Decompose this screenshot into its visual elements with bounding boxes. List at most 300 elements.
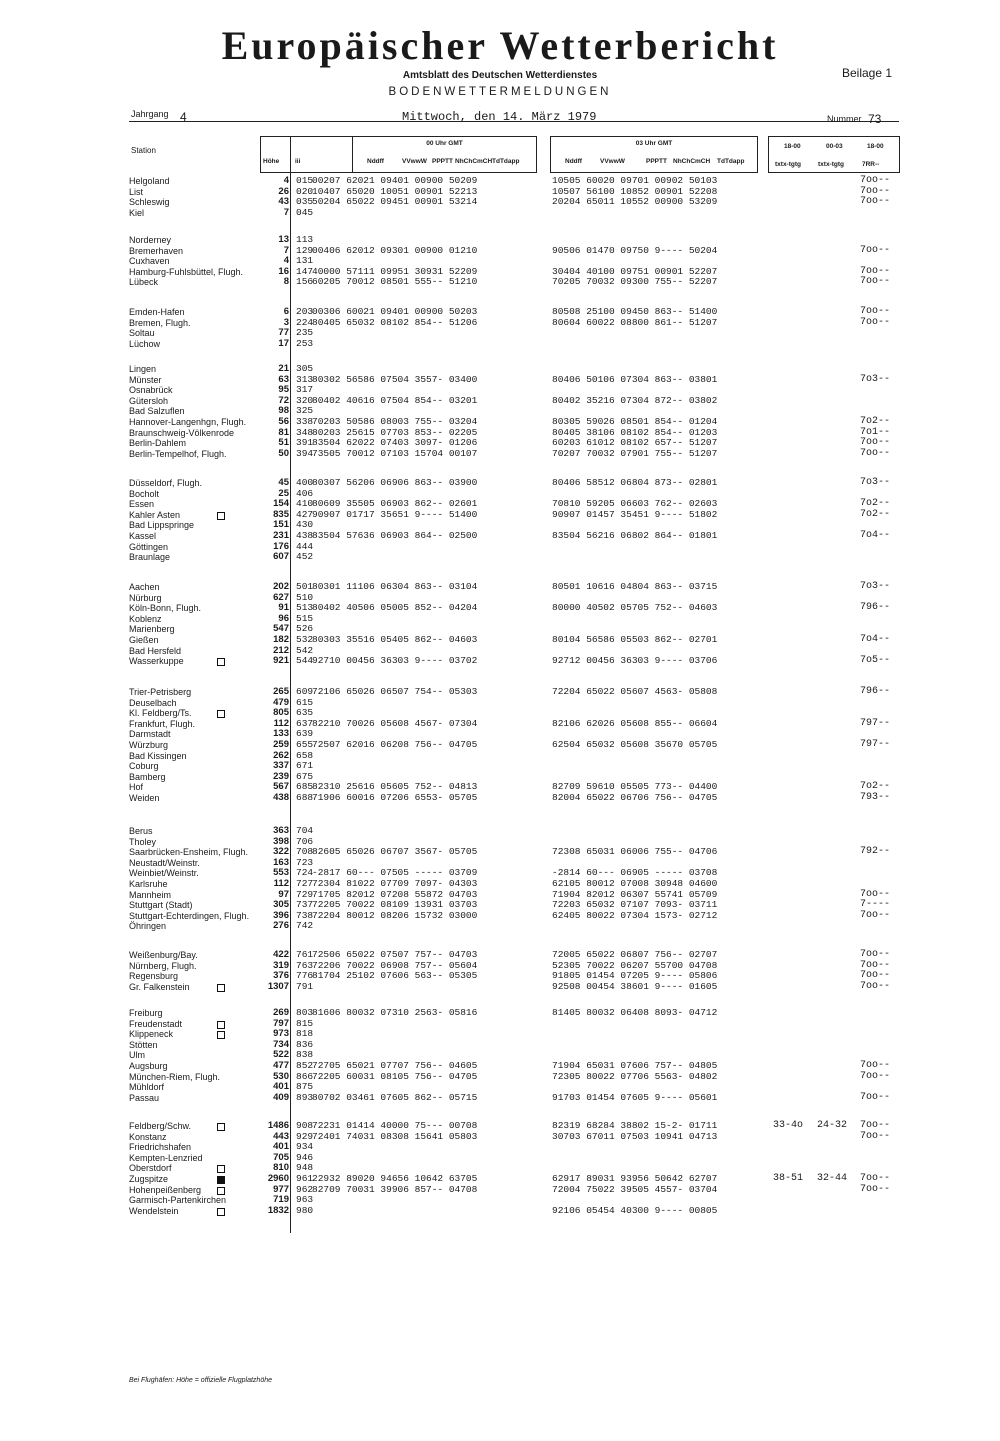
station-label: Braunschweig-Völkenrode	[129, 427, 235, 438]
station-name	[129, 478, 279, 489]
station-label: Schleswig	[129, 197, 170, 208]
station-iii: 129	[296, 244, 314, 256]
group-03utc: 62405 80022 07304 1573- 02712	[552, 909, 718, 921]
range-00-03: 24-32	[817, 1120, 848, 1131]
station-name	[129, 1050, 279, 1061]
station-name	[129, 603, 279, 614]
station-height: 805	[273, 707, 289, 719]
mountain-station-icon	[217, 1208, 225, 1216]
station-label: Hannover-Langenhgn, Flugh.	[129, 417, 247, 427]
remark-7rr: 7oo--	[860, 970, 891, 982]
group-03utc: 80406 50106 07304 863-- 03801	[552, 373, 718, 385]
group-03utc: 72305 80022 07706 5563- 04802	[552, 1070, 718, 1082]
station-label: Cuxhaven	[129, 256, 170, 267]
station-iii: 609	[296, 686, 314, 697]
height-rule	[290, 173, 291, 1233]
mountain-station-icon	[217, 512, 225, 520]
station-label: Friedrichshafen	[129, 1142, 192, 1153]
range-18-00: 38-51	[773, 1173, 804, 1184]
station-height: 13	[278, 234, 289, 245]
station-label: Garmisch-Partenkirchen	[129, 1195, 227, 1206]
group-03utc: 90506 01470 09750 9---- 50204	[552, 244, 718, 256]
station-height: 1832	[267, 1204, 289, 1216]
station-height: 182	[273, 634, 289, 645]
group-00utc: 50204 65022 09451 00901 53214	[312, 196, 478, 208]
station-iii: 738	[296, 909, 314, 921]
station-height: 6	[283, 306, 289, 317]
mountain-station-icon	[217, 1123, 225, 1131]
station-height: 734	[273, 1038, 289, 1050]
remark-7rr: 7oo--	[860, 1173, 891, 1184]
station-iii: 685	[296, 781, 314, 793]
station-label: Trier-Petrisberg	[129, 687, 192, 697]
col-r1: 18-00	[784, 143, 801, 150]
time1-label: 00 Uhr GMT	[426, 140, 463, 147]
remark-7rr: 7oo--	[860, 447, 891, 459]
group-00utc: 82210 70026 05608 4567- 07304	[312, 717, 478, 729]
station-label: Essen	[129, 499, 155, 510]
station-name	[129, 751, 279, 762]
remark-7rr: 7oo--	[860, 1130, 891, 1142]
station-name	[129, 449, 279, 460]
station-name	[129, 761, 279, 772]
group-00utc: 80702 03461 07605 862-- 05715	[312, 1091, 478, 1103]
station-label: Feldberg/Schw.	[129, 1121, 192, 1131]
group-03utc: 30703 67011 07503 10941 04713	[552, 1130, 718, 1142]
beilage-label: Beilage 1	[842, 66, 893, 80]
station-label: Regensburg	[129, 971, 179, 982]
station-height: 56	[278, 416, 289, 427]
group-00utc: 72206 70022 06908 757-- 05604	[312, 959, 478, 971]
station-name	[129, 656, 279, 667]
remark-7rr: 7o4--	[860, 530, 891, 541]
station-iii: 526	[296, 623, 314, 635]
group-03utc: 70810 59205 06603 762-- 02603	[552, 498, 718, 510]
station-label: Berlin-Dahlem	[129, 438, 187, 449]
station-label: Bamberg	[129, 771, 166, 782]
station-height: 96	[278, 612, 289, 624]
station-height: 567	[273, 781, 289, 793]
group-00utc: 83504 62022 07403 3097- 01206	[312, 437, 478, 449]
station-label: Frankfurt, Flugh.	[129, 718, 196, 729]
station-iii: 020	[296, 185, 314, 197]
remark-7rr: 7oo--	[860, 959, 891, 971]
station-name	[129, 1142, 279, 1153]
group-03utc: 80406 58512 06804 873-- 02801	[552, 477, 718, 488]
station-iii: 688	[296, 792, 314, 803]
station-label: Düsseldorf, Flugh.	[129, 478, 203, 488]
station-height: 835	[273, 508, 289, 520]
station-iii: 313	[296, 373, 314, 385]
station-height: 43	[278, 196, 289, 208]
station-height: 322	[273, 846, 289, 858]
mountain-station-icon	[217, 984, 225, 992]
col-pppptt-1: PPPTT	[432, 158, 453, 165]
station-label: Kahler Asten	[129, 509, 181, 520]
station-iii: 317	[296, 384, 314, 396]
station-height: 921	[273, 655, 289, 667]
group-00utc: 72106 65026 06507 754-- 05303	[312, 686, 478, 697]
station-height: 305	[273, 899, 289, 911]
col-r3b: 7RR--	[862, 161, 880, 168]
station-iii: 818	[296, 1028, 314, 1040]
station-label: Passau	[129, 1092, 160, 1103]
station-iii: 776	[296, 970, 314, 982]
group-00utc: 72304 81022 07709 7097- 04303	[312, 878, 478, 889]
group-03utc: 80402 35216 07304 872-- 03802	[552, 394, 718, 406]
station-name	[129, 339, 279, 350]
station-name	[129, 1019, 279, 1030]
group-00utc: 73505 70012 07103 15704 00107	[312, 447, 478, 459]
station-height: 25	[278, 487, 289, 499]
remark-7rr: 797--	[860, 739, 891, 750]
station-height: 3	[283, 316, 289, 328]
remark-7rr: 7o3--	[860, 373, 891, 385]
station-iii: 156	[296, 276, 314, 288]
station-name	[129, 1206, 279, 1217]
station-label: Stuttgart (Stadt)	[129, 900, 193, 911]
station-name	[129, 911, 279, 922]
station-name	[129, 847, 279, 858]
group-03utc: 91703 01454 07605 9---- 05601	[552, 1091, 718, 1103]
station-name	[129, 542, 279, 553]
station-name	[129, 782, 279, 793]
remark-7rr: 793--	[860, 792, 891, 803]
remark-7rr: 7o1--	[860, 426, 891, 438]
station-iii: 513	[296, 602, 314, 614]
group-03utc: 82709 59610 05505 773-- 04400	[552, 781, 718, 793]
group-00utc: 10407 65020 10051 00901 52213	[312, 185, 478, 197]
station-iii: 515	[296, 612, 314, 624]
group-00utc: 72705 65021 07707 756-- 04605	[312, 1060, 478, 1071]
station-name	[129, 256, 279, 267]
station-iii: 836	[296, 1038, 314, 1050]
station-name	[129, 879, 279, 890]
station-label: List	[129, 186, 144, 197]
station-name	[129, 868, 279, 879]
station-name	[129, 708, 279, 719]
station-height: 479	[273, 696, 289, 708]
remark-7rr: 7oo--	[860, 1120, 891, 1131]
group-03utc: -2814 60--- 06905 ----- 03708	[552, 867, 718, 879]
station-label: Coburg	[129, 761, 159, 772]
station-label: Nürburg	[129, 592, 162, 603]
station-height: 276	[273, 920, 289, 932]
remark-7rr: 7o2--	[860, 781, 891, 793]
col-hoehe-box	[260, 136, 291, 173]
station-name	[129, 417, 279, 428]
station-label: Münster	[129, 374, 162, 385]
station-height: 1307	[267, 980, 289, 992]
station-height: 17	[278, 337, 289, 349]
group-00utc: 60205 70012 08501 555-- 51210	[312, 276, 478, 288]
station-name	[129, 837, 279, 848]
station-iii: 737	[296, 899, 314, 911]
station-name	[129, 187, 279, 198]
station-label: Bad Salzuflen	[129, 406, 185, 417]
station-iii: 305	[296, 363, 314, 374]
col-vvwww-1: VVwwW	[402, 158, 427, 165]
station-height: 26	[278, 185, 289, 197]
group-03utc: 30404 40100 09751 00901 52207	[552, 265, 718, 277]
group-03utc: 92106 05454 40300 9---- 00805	[552, 1204, 718, 1216]
station-height: 705	[273, 1151, 289, 1163]
station-label: Freudenstadt	[129, 1018, 183, 1029]
col-nh-1: NhChCmCH	[455, 158, 493, 165]
station-iii: 791	[296, 980, 314, 992]
station-label: Mannheim	[129, 889, 172, 900]
group-03utc: 80104 56586 05503 862-- 02701	[552, 634, 718, 645]
col-nh-2: NhChCmCH	[673, 158, 711, 165]
remark-7rr: 7oo--	[860, 437, 891, 449]
station-iii: 815	[296, 1017, 314, 1029]
station-iii: 203	[296, 306, 314, 317]
station-height: 212	[273, 644, 289, 656]
group-03utc: 62504 65032 05608 35670 05705	[552, 739, 718, 750]
group-00utc: 22932 89020 94656 10642 63705	[312, 1173, 478, 1184]
group-03utc: 10505 60020 09701 00902 50103	[552, 175, 718, 186]
remark-7rr: 7oo--	[860, 265, 891, 277]
station-height: 627	[273, 591, 289, 603]
group-03utc: 10507 56100 10852 00901 52208	[552, 185, 718, 197]
station-label: Bad Kissingen	[129, 750, 187, 761]
station-iii: 948	[296, 1162, 314, 1174]
station-iii: 391	[296, 437, 314, 449]
group-03utc: 60203 61012 08102 657-- 51207	[552, 437, 718, 449]
station-name	[129, 385, 279, 396]
station-iii: 510	[296, 591, 314, 603]
station-name	[129, 438, 279, 449]
col-nddff-1: Nddff	[367, 158, 384, 165]
station-iii: 637	[296, 717, 314, 729]
station-name	[129, 740, 279, 751]
station-height: 72	[278, 394, 289, 406]
station-iii: 544	[296, 655, 314, 667]
station-name	[129, 1195, 279, 1206]
station-label: Braunlage	[129, 552, 171, 563]
station-label: Berus	[129, 826, 153, 836]
station-label: Kiel	[129, 207, 145, 218]
group-00utc: 82709 70031 39906 857-- 04708	[312, 1183, 478, 1195]
station-label: Bremerhaven	[129, 245, 184, 256]
remark-7rr: 7----	[860, 899, 891, 911]
group-00utc: 72205 60031 08105 756-- 04705	[312, 1070, 478, 1082]
station-name	[129, 646, 279, 657]
station-label: Bad Lippspringe	[129, 520, 195, 531]
group-00utc: 00406 62012 09301 00900 01210	[312, 244, 478, 256]
station-height: 21	[278, 363, 289, 374]
station-label: Gießen	[129, 635, 159, 645]
station-height: 77	[278, 327, 289, 339]
station-iii: 706	[296, 835, 314, 847]
station-label: Göttingen	[129, 541, 169, 552]
station-label: Saarbrücken-Ensheim, Flugh.	[129, 847, 249, 858]
station-label: Stuttgart-Echterdingen, Flugh.	[129, 910, 250, 921]
station-iii: 015	[296, 175, 314, 186]
station-label: Stötten	[129, 1039, 158, 1050]
station-iii: 348	[296, 426, 314, 438]
group-00utc: 00207 62021 09401 00900 50209	[312, 175, 478, 186]
remark-7rr: 7o3--	[860, 581, 891, 592]
group-03utc: 72204 65022 05607 4563- 05808	[552, 686, 718, 697]
station-label: Marienberg	[129, 624, 175, 635]
station-label: Koblenz	[129, 613, 162, 624]
group-00utc: 92710 00456 36303 9---- 03702	[312, 655, 478, 667]
station-height: 262	[273, 749, 289, 761]
station-label: Wendelstein	[129, 1205, 179, 1216]
nummer-value: 73	[868, 112, 882, 126]
station-height: 376	[273, 970, 289, 982]
station-label: Emden-Hafen	[129, 307, 185, 317]
station-label: Gütersloh	[129, 395, 169, 406]
station-name	[129, 520, 279, 531]
group-00utc: 72231 01414 40000 75--- 00708	[312, 1120, 478, 1131]
group-03utc: 70207 70032 07901 755-- 51207	[552, 447, 718, 459]
station-name	[129, 1093, 279, 1104]
remark-7rr: 7oo--	[860, 1183, 891, 1195]
section-title: BODENWETTERMELDUNGEN	[388, 86, 612, 98]
station-name	[129, 1185, 279, 1196]
station-label: Hof	[129, 782, 144, 793]
nummer-label: Nummer	[827, 114, 862, 124]
station-iii: 671	[296, 760, 314, 772]
station-label: Augsburg	[129, 1061, 168, 1071]
mountain-station-icon	[217, 658, 225, 666]
mountain-station-icon	[217, 1031, 225, 1039]
station-label: Konstanz	[129, 1131, 167, 1142]
station-height: 337	[273, 760, 289, 772]
station-iii: 963	[296, 1194, 314, 1206]
station-iii: 253	[296, 337, 314, 349]
group-03utc: 82004 65022 06706 756-- 04705	[552, 792, 718, 803]
group-03utc: 72004 75022 39505 4557- 03704	[552, 1183, 718, 1195]
group-03utc: 52305 70022 06207 55700 04708	[552, 959, 718, 971]
group-03utc: 90907 01457 35451 9---- 51802	[552, 508, 718, 520]
remark-7rr: 797--	[860, 717, 891, 729]
station-label: Lüchow	[129, 338, 161, 349]
station-label: Karlsruhe	[129, 879, 168, 889]
station-iii: 542	[296, 644, 314, 656]
group-00utc: 80609 35505 06903 862-- 02601	[312, 498, 478, 510]
remark-7rr: 7oo--	[860, 196, 891, 208]
station-height: 7	[283, 206, 289, 218]
station-iii: 761	[296, 949, 314, 960]
station-iii: 742	[296, 920, 314, 932]
station-iii: 980	[296, 1204, 314, 1216]
station-height: 51	[278, 437, 289, 449]
station-name	[129, 552, 279, 563]
group-03utc: 81405 80032 06408 8093- 04712	[552, 1007, 718, 1018]
group-03utc: 80000 40502 05705 752-- 04603	[552, 602, 718, 614]
station-iii: 532	[296, 634, 314, 645]
station-height: 522	[273, 1049, 289, 1061]
group-03utc: 72203 65032 07107 7093- 03711	[552, 899, 718, 911]
col-vvwww-2: VVwwW	[600, 158, 625, 165]
group-03utc: 92712 00456 36303 9---- 03706	[552, 655, 718, 667]
station-iii: 729	[296, 888, 314, 900]
station-height: 810	[273, 1162, 289, 1174]
station-name	[129, 428, 279, 439]
station-label: Wasserkuppe	[129, 656, 184, 667]
station-iii: 946	[296, 1151, 314, 1163]
station-iii: 338	[296, 416, 314, 427]
station-name	[129, 267, 279, 278]
station-iii: 394	[296, 447, 314, 459]
remark-7rr: 7o2--	[860, 498, 891, 510]
group-03utc: 92508 00454 38601 9---- 01605	[552, 980, 718, 992]
station-name	[129, 1061, 279, 1072]
station-iii: 675	[296, 770, 314, 782]
station-label: Neustadt/Weinstr.	[129, 857, 200, 868]
remark-7rr: 7oo--	[860, 980, 891, 992]
station-label: Kl. Feldberg/Ts.	[129, 708, 192, 719]
group-00utc: 72507 62016 06208 756-- 04705	[312, 739, 478, 750]
station-name	[129, 772, 279, 783]
station-height: 163	[273, 856, 289, 868]
station-label: Ulm	[129, 1050, 145, 1061]
station-iii: 655	[296, 739, 314, 750]
station-iii: 235	[296, 327, 314, 339]
station-iii: 704	[296, 825, 314, 836]
station-iii: 430	[296, 519, 314, 531]
station-height: 8	[283, 276, 289, 288]
station-iii: 452	[296, 551, 314, 563]
col-r1b: txtx-tgtg	[775, 161, 801, 168]
group-03utc: 82319 68284 38802 15-2- 01711	[552, 1120, 718, 1131]
station-iii: 929	[296, 1130, 314, 1142]
station-label: Lingen	[129, 364, 157, 374]
remark-7rr: 7oo--	[860, 888, 891, 900]
remark-7rr: 7o5--	[860, 655, 891, 667]
remark-7rr: 7o2--	[860, 416, 891, 427]
remark-7rr: 7oo--	[860, 175, 891, 186]
station-height: 259	[273, 739, 289, 750]
station-iii: 045	[296, 206, 314, 218]
group-00utc: 83504 57636 06903 864-- 02500	[312, 530, 478, 541]
station-height: 154	[273, 498, 289, 510]
station-height: 151	[273, 519, 289, 531]
station-label: Weiden	[129, 793, 160, 803]
station-name	[129, 499, 279, 510]
station-iii: 658	[296, 749, 314, 761]
group-03utc: 80508 25100 09450 863-- 51400	[552, 306, 718, 317]
group-00utc: 80402 40616 07504 854-- 03201	[312, 394, 478, 406]
group-00utc: 80303 35516 05405 862-- 04603	[312, 634, 478, 645]
jahrgang-value: 4	[180, 110, 187, 124]
station-label: Zugspitze	[129, 1174, 169, 1184]
group-00utc: 82605 65026 06707 3567- 05705	[312, 846, 478, 858]
station-name	[129, 277, 279, 288]
station-height: 16	[278, 265, 289, 277]
group-03utc: 62917 89031 93956 50642 62707	[552, 1173, 718, 1184]
mountain-station-icon	[217, 710, 225, 718]
station-iii: 325	[296, 405, 314, 417]
station-height: 607	[273, 551, 289, 563]
group-00utc: 80307 56206 06906 863-- 03900	[312, 477, 478, 488]
station-name	[129, 921, 279, 932]
station-name	[129, 698, 279, 709]
station-name	[129, 982, 279, 993]
station-height: 443	[273, 1130, 289, 1142]
remark-7rr: 7oo--	[860, 949, 891, 960]
col-r3: 18-00	[867, 143, 884, 150]
station-name	[129, 318, 279, 329]
station-label: Bocholt	[129, 488, 160, 499]
station-height: 422	[273, 949, 289, 960]
remark-7rr: 7oo--	[860, 276, 891, 288]
station-name	[129, 1121, 279, 1132]
station-iii: 934	[296, 1141, 314, 1153]
